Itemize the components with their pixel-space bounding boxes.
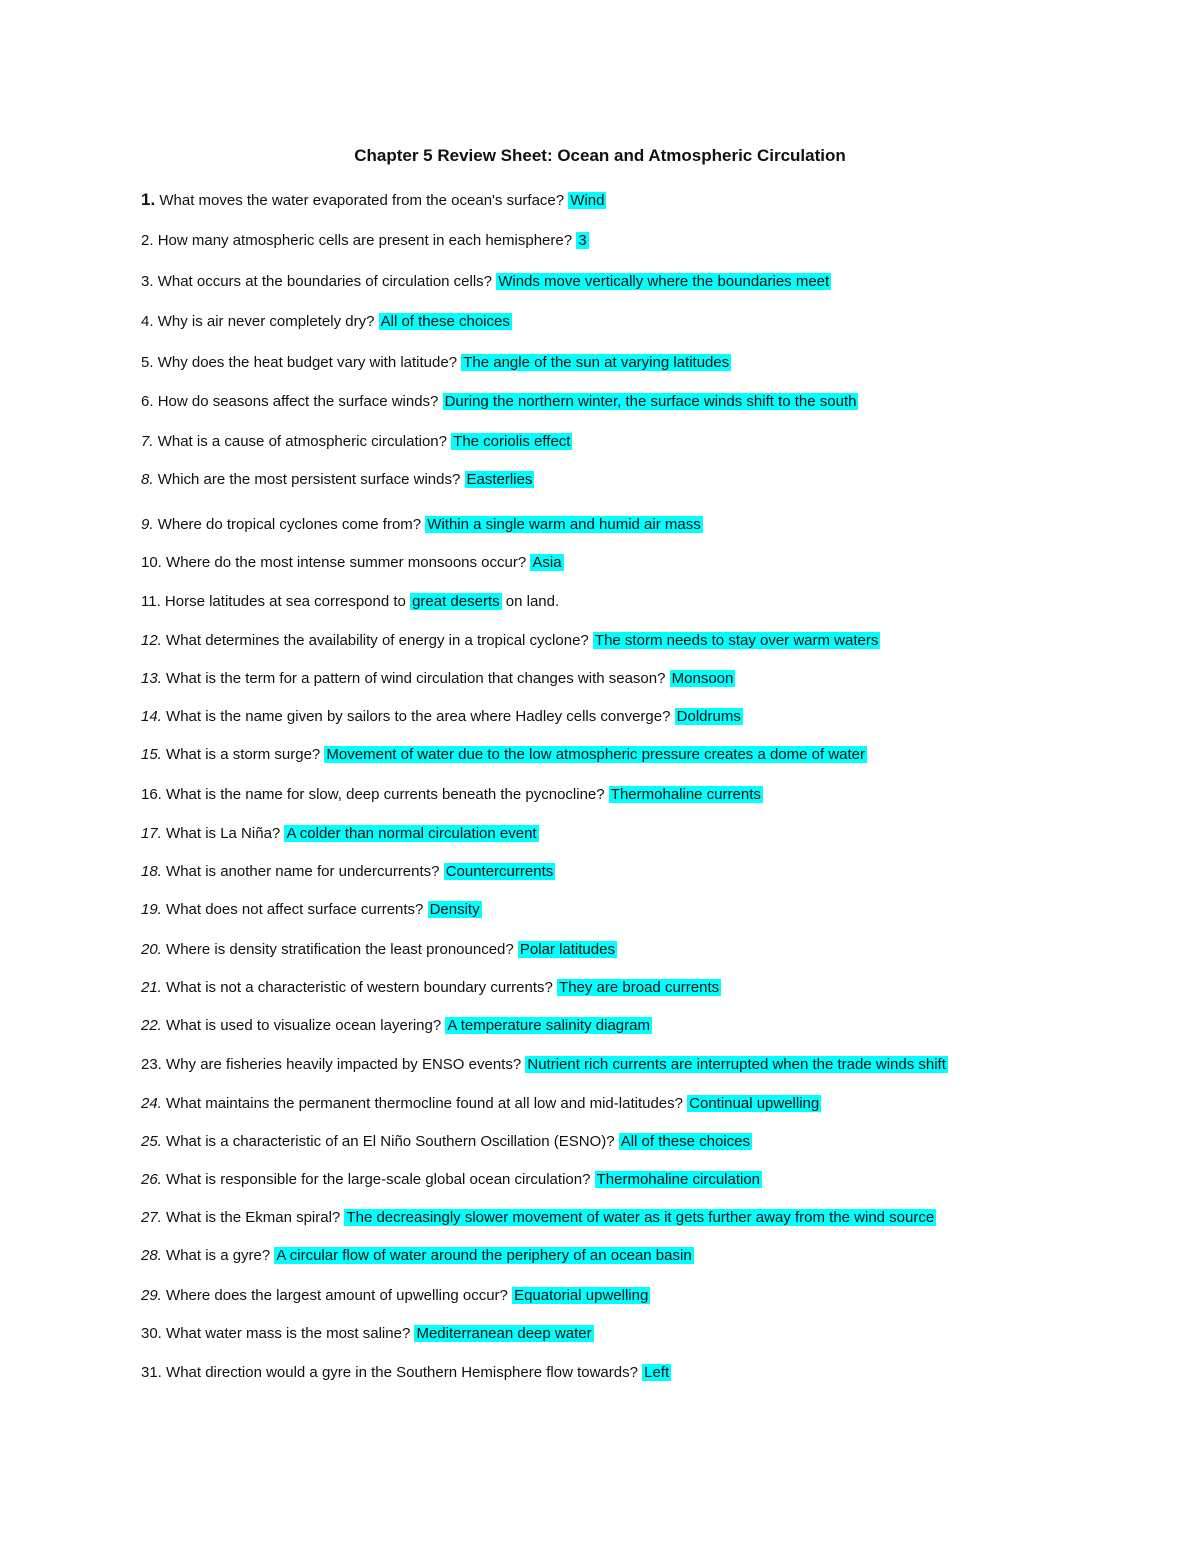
question-number: 7. (141, 433, 154, 450)
question-number: 29. (141, 1287, 162, 1304)
question-number: 25. (141, 1133, 162, 1150)
answer-highlight: Thermohaline circulation (596, 1171, 761, 1188)
question-number: 8. (141, 471, 154, 488)
qa-item (141, 551, 564, 575)
question-number: 19. (141, 901, 162, 918)
qa-item (141, 1053, 948, 1077)
answer-highlight: Wind (570, 192, 605, 209)
qa-item (141, 1168, 762, 1192)
question-text: Why is air never completely dry? (157, 313, 375, 330)
question-number: 4. (141, 313, 154, 330)
question-text: What determines the availability of energy in a tropical cyclone? (166, 632, 589, 649)
qa-item (141, 1322, 594, 1346)
question-text: Which are the most persistent surface winds? (157, 471, 461, 488)
question-number: 2. (141, 232, 154, 249)
question-number: 1. (141, 190, 156, 209)
qa-item (141, 188, 606, 213)
answer-highlight: They are broad currents (559, 979, 720, 996)
answer-highlight: great deserts (412, 593, 500, 610)
qa-item (141, 705, 743, 729)
answer-highlight: Winds move vertically where the boundaries meet (498, 273, 830, 290)
qa-item (141, 860, 555, 884)
question-text: What is a characteristic of an El Niño Southern Oscillation (ESNO)? (166, 1133, 615, 1150)
answer-highlight: Thermohaline currents (610, 786, 761, 803)
question-number: 10. (141, 554, 162, 571)
qa-item (141, 976, 721, 1000)
question-text: What is the name for slow, deep currents beneath the pycnocline? (166, 786, 605, 803)
answer-highlight: 3 (578, 232, 587, 249)
question-text: Where do tropical cyclones come from? (157, 516, 422, 533)
answer-highlight: Mediterranean deep water (416, 1325, 592, 1342)
answer-highlight: Monsoon (671, 670, 734, 687)
question-number: 18. (141, 863, 162, 880)
qa-item (141, 1206, 936, 1230)
qa-item (141, 783, 763, 807)
qa-item (141, 1130, 752, 1154)
qa-item (141, 1284, 650, 1308)
answer-highlight: A colder than normal circulation event (286, 825, 537, 842)
question-text: What is La Niña? (166, 825, 281, 842)
question-text: What is used to visualize ocean layering? (166, 1017, 442, 1034)
qa-item (141, 1092, 821, 1116)
question-text: Why are fisheries heavily impacted by ENSO events? (166, 1056, 522, 1073)
question-text: What is the term for a pattern of wind circulation that changes with season? (166, 670, 666, 687)
answer-highlight: Countercurrents (445, 863, 554, 880)
question-tail-text: on land. (505, 593, 560, 610)
qa-item (141, 629, 880, 653)
question-number: 12. (141, 632, 162, 649)
answer-highlight: Left (644, 1364, 670, 1381)
qa-item (141, 390, 858, 414)
question-text: Where does the largest amount of upwelling occur? (166, 1287, 508, 1304)
question-number: 30. (141, 1325, 162, 1342)
qa-item (141, 938, 617, 962)
qa-item (141, 513, 703, 537)
question-number: 22. (141, 1017, 162, 1034)
question-text: What is the name given by sailors to the area where Hadley cells converge? (166, 708, 671, 725)
question-text: Where is density stratification the least pronounced? (166, 941, 514, 958)
question-number: 23. (141, 1056, 162, 1073)
question-text: How many atmospheric cells are present in each hemisphere? (157, 232, 573, 249)
answer-highlight: All of these choices (380, 313, 510, 330)
qa-item (141, 1244, 694, 1268)
question-number: 27. (141, 1209, 162, 1226)
answer-highlight: Movement of water due to the low atmospheric pressure creates a dome of water (326, 746, 866, 763)
question-text: How do seasons affect the surface winds? (157, 393, 439, 410)
question-text: What is another name for undercurrents? (166, 863, 440, 880)
qa-item (141, 1361, 671, 1385)
qa-item (141, 270, 831, 294)
qa-item (141, 430, 572, 454)
qa-item (141, 229, 589, 253)
qa-item (141, 1014, 652, 1038)
answer-highlight: Easterlies (466, 471, 533, 488)
answer-highlight: Density (429, 901, 480, 918)
question-text: What is a gyre? (166, 1247, 271, 1264)
question-number: 26. (141, 1171, 162, 1188)
page-title: Chapter 5 Review Sheet: Ocean and Atmospheric Circulation (354, 146, 846, 165)
answer-highlight: The decreasingly slower movement of water as it gets further away from the wind source (346, 1209, 935, 1226)
answer-highlight: Equatorial upwelling (514, 1287, 649, 1304)
qa-item (141, 743, 867, 767)
question-text: What is not a characteristic of western boundary currents? (166, 979, 553, 996)
answer-highlight: All of these choices (620, 1133, 750, 1150)
answer-highlight: The storm needs to stay over warm waters (594, 632, 879, 649)
answer-highlight: The angle of the sun at varying latitudes (463, 354, 730, 371)
answer-highlight: A temperature salinity diagram (447, 1017, 650, 1034)
answer-highlight: Polar latitudes (519, 941, 615, 958)
question-text: What is the Ekman spiral? (166, 1209, 341, 1226)
answer-highlight: During the northern winter, the surface winds shift to the south (444, 393, 857, 410)
answer-highlight: The coriolis effect (453, 433, 571, 450)
answer-highlight: Continual upwelling (689, 1095, 820, 1112)
qa-item (141, 468, 534, 492)
qa-item (141, 590, 559, 614)
question-number: 6. (141, 393, 154, 410)
qa-item (141, 351, 731, 375)
question-text: What direction would a gyre in the Southern Hemisphere flow towards? (166, 1364, 638, 1381)
question-text: What does not affect surface currents? (166, 901, 424, 918)
answer-highlight: Within a single warm and humid air mass (427, 516, 701, 533)
question-text: What maintains the permanent thermocline found at all low and mid-latitudes? (166, 1095, 683, 1112)
question-number: 31. (141, 1364, 162, 1381)
question-text: What moves the water evaporated from the ocean's surface? (159, 192, 565, 209)
question-number: 28. (141, 1247, 162, 1264)
qa-item (141, 898, 482, 922)
question-number: 14. (141, 708, 162, 725)
question-number: 24. (141, 1095, 162, 1112)
question-text: What is responsible for the large-scale global ocean circulation? (166, 1171, 591, 1188)
answer-highlight: Asia (532, 554, 562, 571)
question-number: 5. (141, 354, 154, 371)
question-number: 9. (141, 516, 154, 533)
question-number: 21. (141, 979, 162, 996)
question-number: 16. (141, 786, 162, 803)
answer-highlight: A circular flow of water around the periphery of an ocean basin (276, 1247, 692, 1264)
question-text: What is a cause of atmospheric circulation? (157, 433, 447, 450)
question-number: 15. (141, 746, 162, 763)
question-number: 17. (141, 825, 162, 842)
question-number: 3. (141, 273, 154, 290)
qa-item (141, 310, 512, 334)
question-number: 11. (141, 593, 161, 610)
answer-highlight: Nutrient rich currents are interrupted when the trade winds shift (527, 1056, 946, 1073)
question-text: What is a storm surge? (166, 746, 321, 763)
question-text: What water mass is the most saline? (166, 1325, 411, 1342)
qa-item (141, 667, 735, 691)
qa-item (141, 822, 539, 846)
question-text: What occurs at the boundaries of circulation cells? (157, 273, 493, 290)
answer-highlight: Doldrums (676, 708, 741, 725)
question-text: Where do the most intense summer monsoons occur? (166, 554, 527, 571)
question-number: 20. (141, 941, 162, 958)
question-text: Why does the heat budget vary with latitude? (157, 354, 458, 371)
question-number: 13. (141, 670, 162, 687)
question-text: Horse latitudes at sea correspond to (164, 593, 406, 610)
